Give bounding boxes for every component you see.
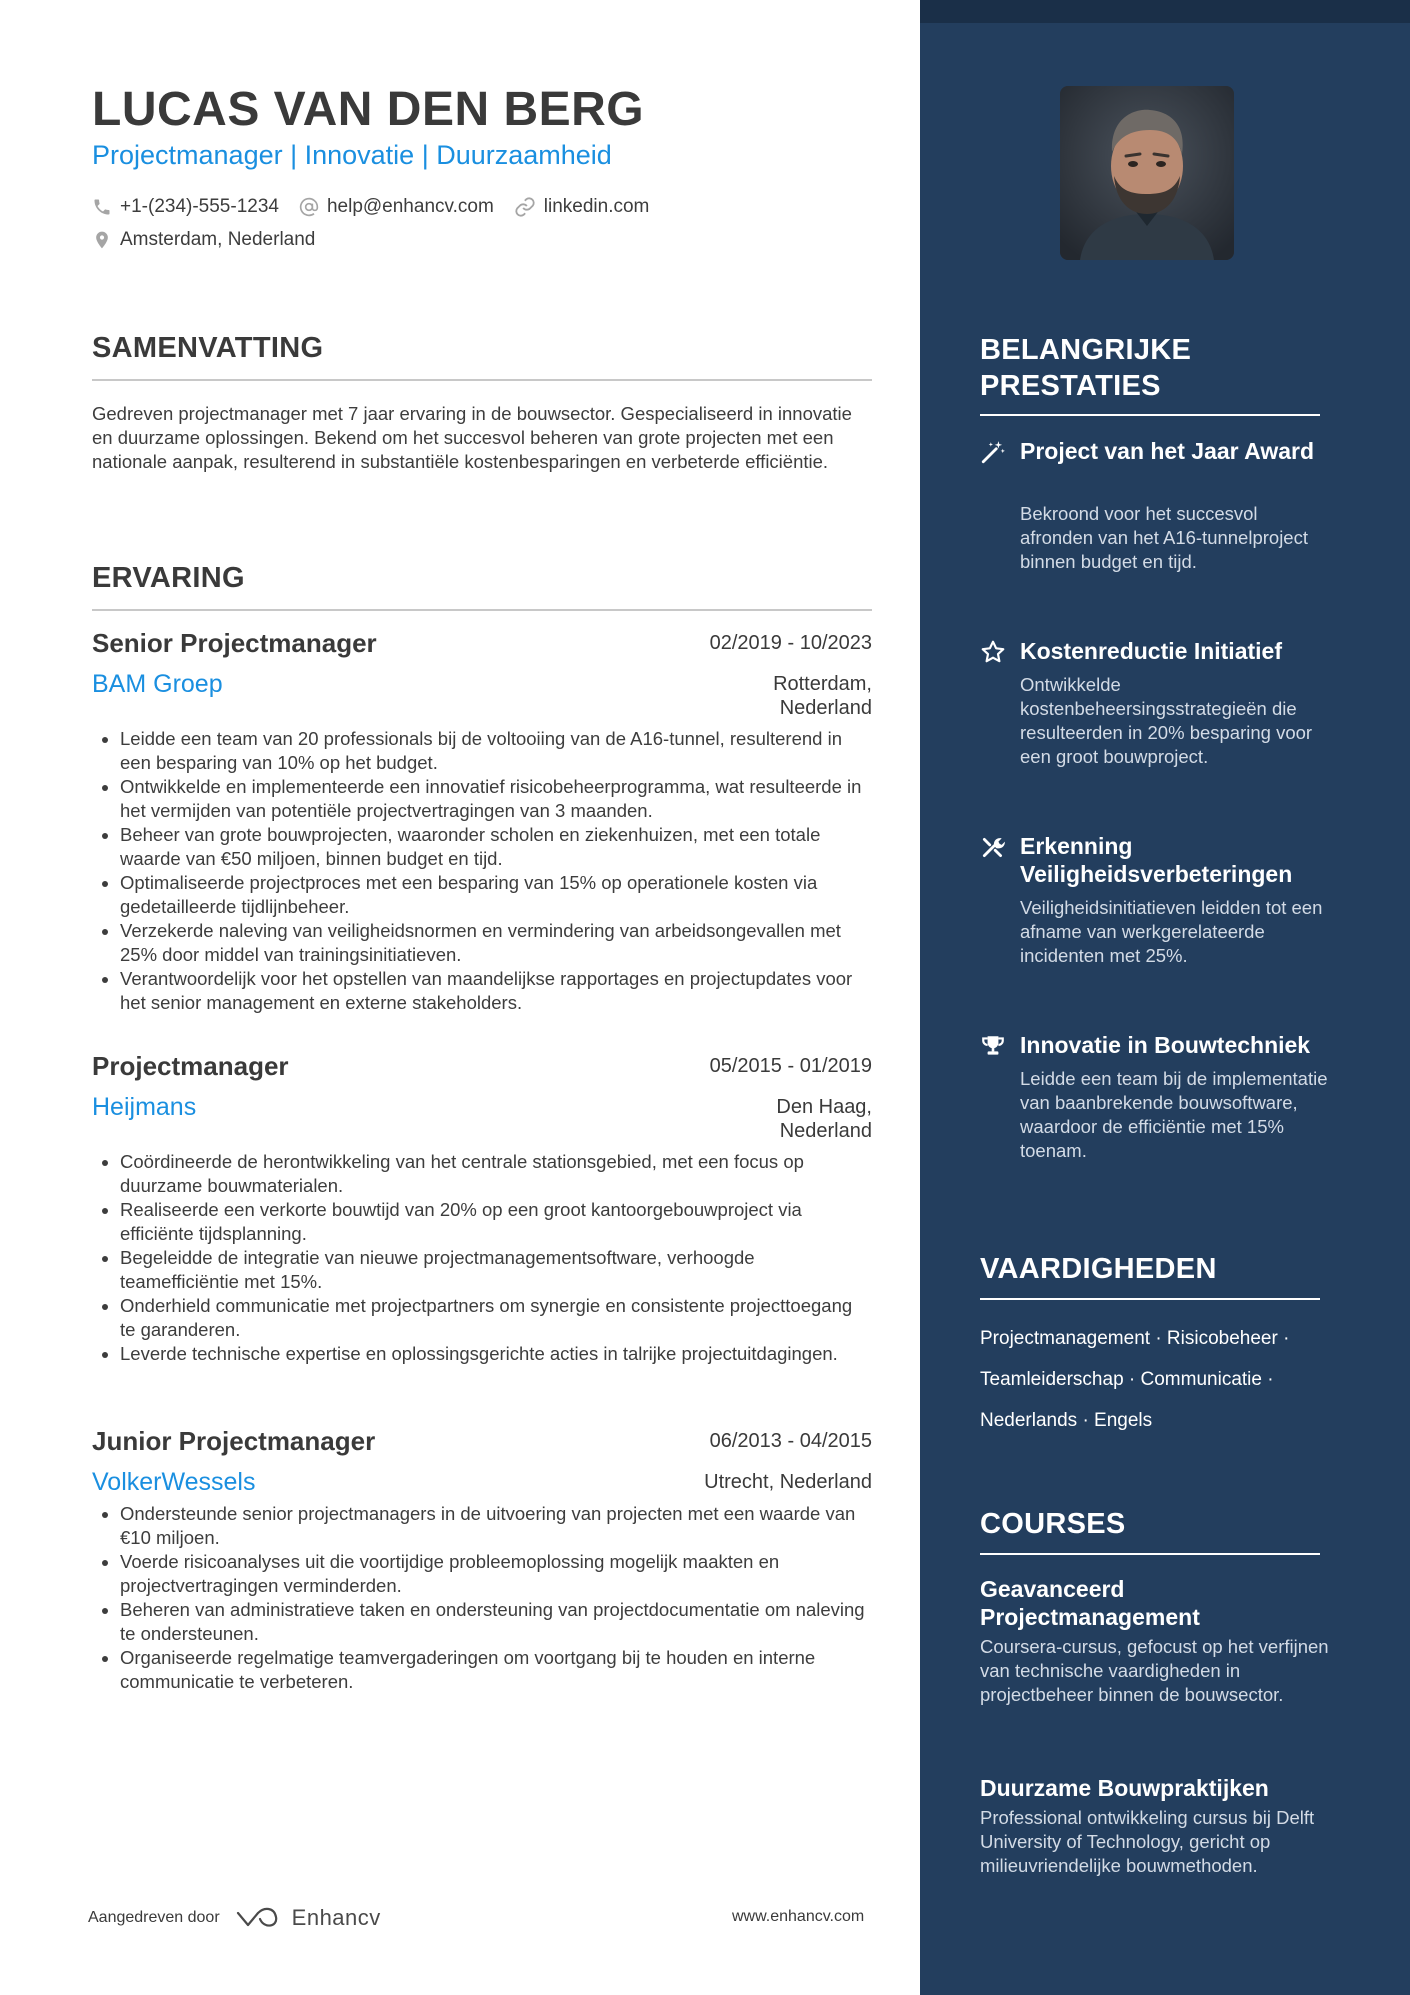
achievement-item [980,1031,1340,1201]
job-location [776,1095,872,1143]
contact-phone[interactable] [92,196,279,218]
sidebar-top-bar [920,0,1410,23]
achievement-item [980,637,1340,797]
job-location-line: Den Haag, [776,1096,872,1118]
course-description: Professional ontwikkeling cursus bij Delft University of Technology, gericht op milieuvriendelijke bouwmethoden. [980,1807,1315,1876]
job-entry [92,1426,872,1706]
job-location [704,1470,872,1494]
location-row [92,229,335,251]
job-title: Junior Projectmanager [92,1426,376,1456]
footer-website[interactable]: www.enhancv.com [732,1908,865,1925]
course-item [980,1774,1330,1878]
job-dates: 06/2013 - 04/2015 [709,1430,872,1452]
job-bullet: • Realiseerde een verkorte bouwtijd van 20% op een groot kantoorgebouwproject via efficiënte tijdsplanning. [120,1198,872,1246]
course-description: Coursera-cursus, gefocust op het verfijnen van technische vaardigheden in projectbeheer binnen de bouwsector. [980,1636,1329,1705]
job-bullet: • Leverde technische expertise en oplossingsgerichte acties in talrijke projectuitdagingen. [120,1342,872,1366]
job-bullet: • Coördineerde de herontwikkeling van het centrale stationsgebied, met een focus op duurzame bouwmaterialen. [120,1150,872,1198]
sidebar [920,0,1410,1995]
job-bullet-list [92,1150,872,1366]
avatar-portrait [1060,86,1234,260]
skills-list [980,1318,1340,1441]
job-company[interactable]: Heijmans [92,1093,197,1121]
job-location-line: Nederland [779,1120,872,1142]
enhancv-logo-icon [234,1905,282,1931]
achievement-description: Leidde een team bij de implementatie van baanbrekende bouwsoftware, waardoor de efficiëntie met 15% toenam. [1020,1068,1328,1161]
job-company[interactable]: VolkerWessels [92,1468,256,1496]
course-item [980,1575,1330,1707]
job-location-line: Nederland [779,697,872,719]
brand-name: Enhancv [291,1905,381,1930]
job-bullet-list [92,1502,872,1694]
summary-text: Gedreven projectmanager met 7 jaar ervaring in de bouwsector. Gespecialiseerd in innovatie en duurzame oplossingen. Bekend om het succesvol beheren van grote projecten met een nationale aanpak, resulterend in substantiële kostenbesparingen en verbeterde efficiëntie. [92,403,852,472]
email-text: help@enhancv.com [326,196,494,217]
achievements-divider [980,414,1320,416]
achievement-item [980,437,1340,607]
contact-website[interactable] [514,196,650,218]
job-bullet-list [92,727,872,1015]
website-text: linkedin.com [543,196,650,217]
skills-heading: VAARDIGHEDEN [980,1253,1217,1285]
star-icon [980,639,1006,665]
phone-icon [92,197,112,217]
skills-line: Nederlands · Engels [980,1410,1153,1431]
job-dates: 02/2019 - 10/2023 [709,632,872,654]
achievements-heading-line: PRESTATIES [980,370,1161,402]
courses-divider [980,1553,1320,1555]
job-bullet: • Optimaliseerde projectproces met een besparing van 15% op operationele kosten via gedetailleerde tijdlijnbeheer. [120,871,872,919]
tools-icon [980,834,1006,860]
profile-photo [1060,86,1234,260]
contact-location [92,229,315,251]
achievement-title: Kostenreductie Initiatief [1020,638,1282,664]
footer-powered-by [88,1905,381,1931]
course-title: Geavanceerd Projectmanagement [980,1576,1200,1630]
job-bullet: • Voerde risicoanalyses uit die voortijdige probleemoplossing mogelijk maakten en projectvertragingen verminderden. [120,1550,872,1598]
job-location [773,672,872,720]
achievement-title: Project van het Jaar Award [1020,438,1315,464]
skills-line: Projectmanagement · Risicobeheer · [980,1328,1290,1349]
job-location-line: Utrecht, Nederland [704,1471,872,1493]
job-bullet: • Onderhield communicatie met projectpartners om synergie en consistente projecttoegang te garanderen. [120,1294,872,1342]
job-entry [92,1051,872,1401]
achievement-description: Bekroond voor het succesvol afronden van het A16-tunnelproject binnen budget en tijd. [1020,503,1308,572]
powered-by-label: Aangedreven door [88,1909,220,1926]
job-title: Senior Projectmanager [92,628,377,658]
skills-line: Teamleiderschap · Communicatie · [980,1369,1274,1390]
candidate-tagline: Projectmanager | Innovatie | Duurzaamheid [92,140,612,170]
achievements-heading [980,332,1320,404]
skills-divider [980,1298,1320,1300]
achievement-description: Veiligheidsinitiatieven leidden tot een afname van werkgerelateerde incidenten met 25%. [1020,897,1323,966]
summary-divider [92,379,872,381]
course-title: Duurzame Bouwpraktijken [980,1775,1269,1801]
experience-divider [92,609,872,611]
location-text: Amsterdam, Nederland [120,229,316,250]
job-bullet: • Verzekerde naleving van veiligheidsnormen en vermindering van arbeidsongevallen met 25% door middel van trainingsinitiatieven. [120,919,872,967]
summary-heading: SAMENVATTING [92,332,324,364]
achievement-title: Innovatie in Bouwtechniek [1020,1032,1311,1058]
experience-heading: ERVARING [92,562,245,594]
job-entry [92,628,872,1018]
candidate-name: LUCAS VAN DEN BERG [92,83,645,136]
job-bullet: • Organiseerde regelmatige teamvergaderingen om voortgang bij te houden en interne communicatie te verbeteren. [120,1646,872,1694]
achievement-item [980,832,1340,1002]
contact-email[interactable] [299,196,494,218]
job-dates: 05/2015 - 01/2019 [709,1055,872,1077]
job-title: Projectmanager [92,1051,289,1081]
link-icon [514,196,536,218]
job-company[interactable]: BAM Groep [92,670,223,698]
job-bullet: • Ontwikkelde en implementeerde een innovatief risicobeheerprogramma, wat resulteerde in het vermijden van potentiële projectvertragingen van 3 maanden. [120,775,872,823]
job-bullet: • Begeleidde de integratie van nieuwe projectmanagementsoftware, verhoogde teamefficiëntie met 15%. [120,1246,872,1294]
location-pin-icon [92,230,112,250]
trophy-icon [980,1033,1006,1059]
achievements-heading-line: BELANGRIJKE [980,334,1192,366]
job-bullet: • Verantwoordelijk voor het opstellen van maandelijkse rapportages en projectupdates voor het senior management en externe stakeholders. [120,967,872,1015]
achievement-description: Ontwikkelde kostenbeheersingsstrategieën die resulteerden in 20% besparing voor een groot bouwproject. [1020,674,1313,767]
contact-row [92,196,669,218]
job-bullet: • Leidde een team van 20 professionals bij de voltooiing van de A16-tunnel, resulterend in een besparing van 10% op het budget. [120,727,872,775]
magic-wand-icon [980,439,1006,465]
job-bullet: • Ondersteunde senior projectmanagers in de uitvoering van projecten met een waarde van €10 miljoen. [120,1502,872,1550]
job-location-line: Rotterdam, [773,673,872,695]
at-sign-icon [299,197,319,217]
job-bullet: • Beheer van grote bouwprojecten, waaronder scholen en ziekenhuizen, met een totale waarde van €50 miljoen, binnen budget en tijd. [120,823,872,871]
courses-heading: COURSES [980,1508,1126,1540]
achievement-title: Erkenning Veiligheidsverbeteringen [1020,833,1293,887]
job-bullet: • Beheren van administratieve taken en ondersteuning van projectdocumentatie om naleving te ondersteunen. [120,1598,872,1646]
phone-text: +1-(234)-555-1234 [120,196,279,217]
